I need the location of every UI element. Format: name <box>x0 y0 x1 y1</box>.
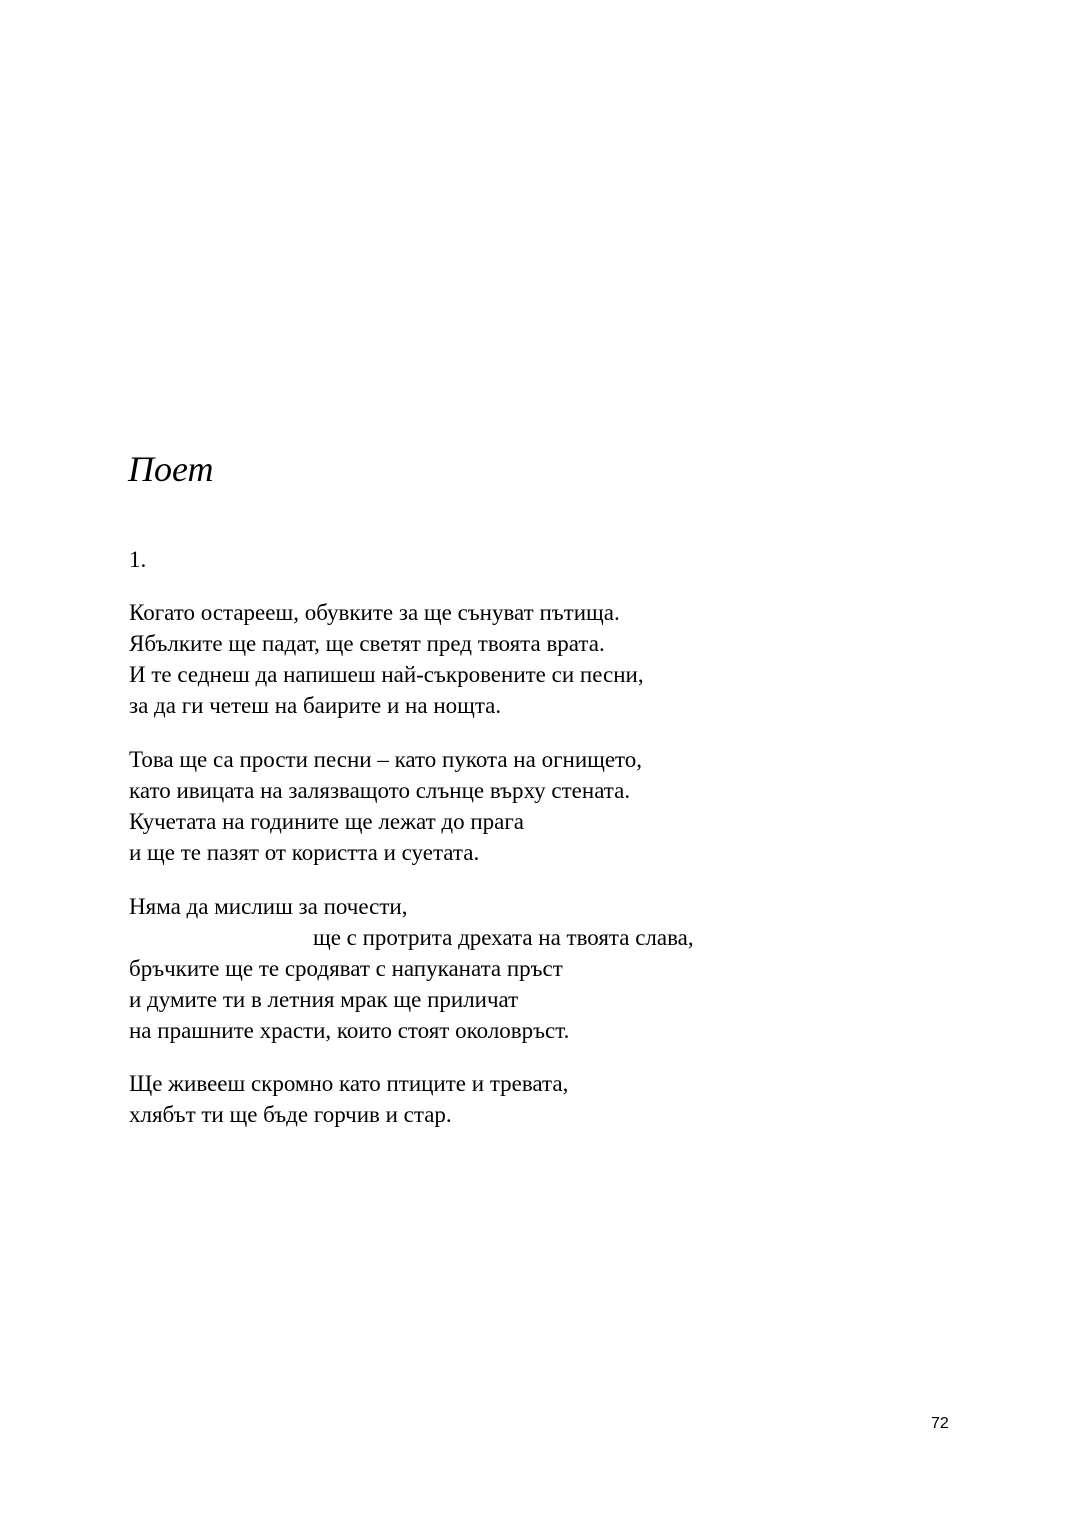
poem-line: Това ще са прости песни – като пукота на огнището, <box>129 747 643 772</box>
poem-line: Ще живееш скромно като птиците и тревата, <box>129 1071 569 1096</box>
page-number: 72 <box>931 1415 949 1432</box>
poem-line: И те седнеш да напишеш най-съкровените си песни, <box>129 662 644 687</box>
poem-line: Няма да мислиш за почести, <box>129 894 408 919</box>
poem-line: Когато остарееш, обувките за ще сънуват пътища. <box>129 600 620 625</box>
poem-line: бръчките ще те сродяват с напуканата пръст <box>129 956 563 981</box>
poem-title: Поет <box>128 449 214 489</box>
stanza-1 <box>129 597 644 721</box>
poem-line: хлябът ти ще бъде горчив и стар. <box>129 1102 452 1127</box>
poem-line: на прашните храсти, които стоят околовръст. <box>129 1018 570 1043</box>
poem-line-indented: ще с протрита дрехата на твоята слава, <box>313 925 694 950</box>
poem-line: и думите ти в летния мрак ще приличат <box>129 987 519 1012</box>
poem-line: Кучетата на годините ще лежат до прага <box>129 809 524 834</box>
poem-line: като ивицата на залязващото слънце върху стената. <box>129 778 631 803</box>
section-number: 1. <box>129 547 147 572</box>
poem-line: за да ги четеш на баирите и на нощта. <box>129 693 502 718</box>
stanza-4 <box>129 1068 568 1130</box>
stanza-3 <box>129 891 694 1046</box>
poem-line: Ябълките ще падат, ще светят пред твоята врата. <box>129 631 605 656</box>
poem-line: и ще те пазят от користта и суетата. <box>129 840 480 865</box>
stanza-2 <box>129 744 642 868</box>
